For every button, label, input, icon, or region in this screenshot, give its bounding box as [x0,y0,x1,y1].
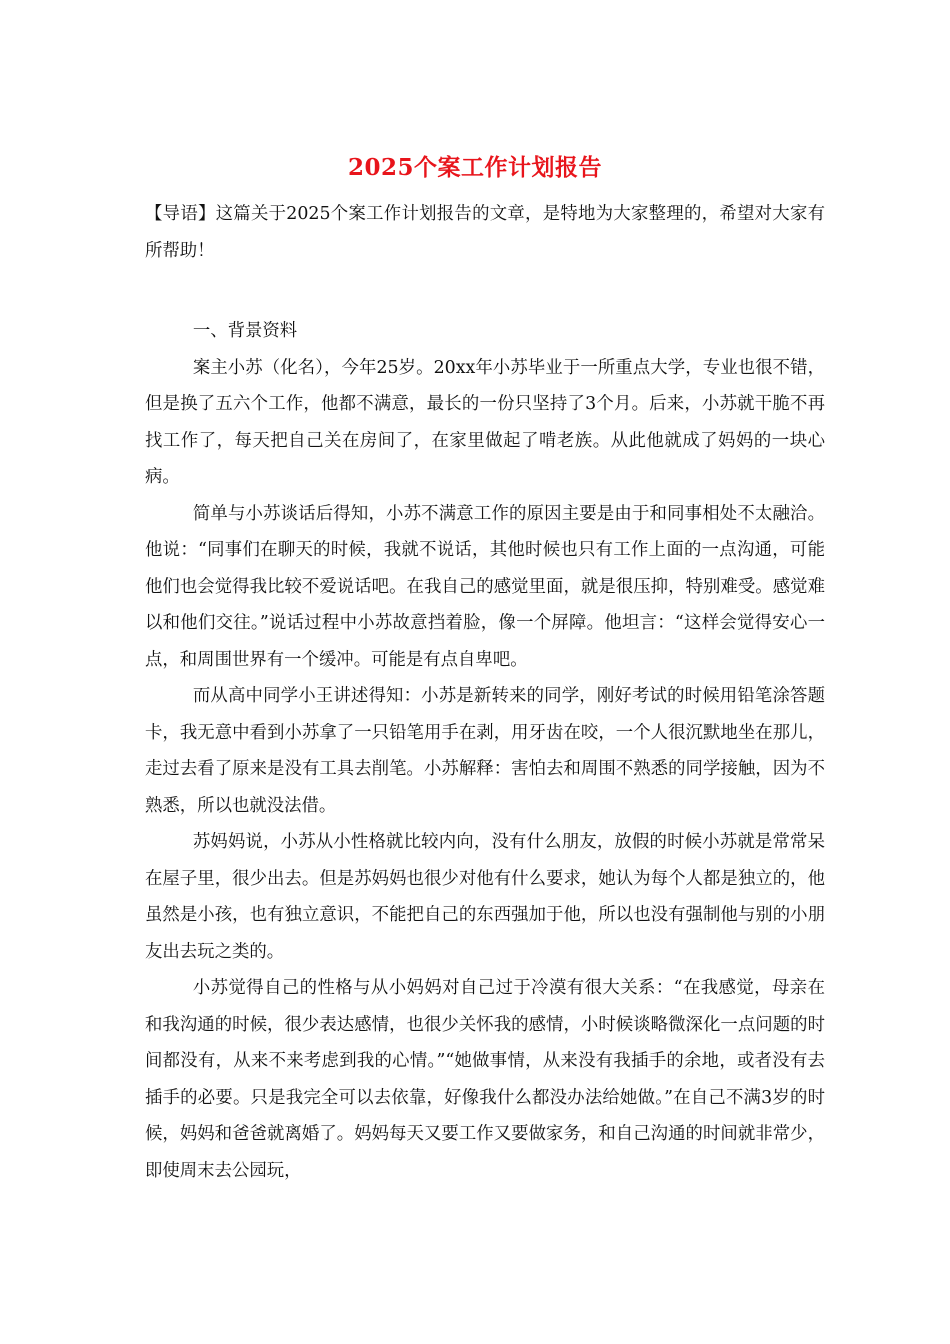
lead-paragraph: 【导语】这篇关于2025个案工作计划报告的文章，是特地为大家整理的，希望对大家有所帮助！ [145,204,825,261]
paragraph-gap [145,269,825,313]
body-paragraph: 苏妈妈说，小苏从小性格就比较内向，没有什么朋友，放假的时候小苏就是常常呆在屋子里，很少出去。但是苏妈妈也很少对他有什么要求，她认为每个人都是独立的，他虽然是小孩，也有独立意识，不能把自己的东西强加于他，所以也没有强制他与别的小朋友出去玩之类的。 [145,832,825,962]
body-paragraph: 而从高中同学小王讲述得知：小苏是新转来的同学，刚好考试的时候用铅笔涂答题卡，我无意中看到小苏拿了一只铅笔用手在剥，用牙齿在咬，一个人很沉默地坐在那儿，走过去看了原来是没有工具去削笔。小苏解释：害怕去和周围不熟悉的同学接触，因为不熟悉，所以也就没法借。 [145,686,825,816]
body-paragraph: 小苏觉得自己的性格与从小妈妈对自己过于冷漠有很大关系：“在我感觉，母亲在和我沟通的时候，很少表达感情，也很少关怀我的感情，小时候谈略微深化一点问题的时间都没有，从来不来考虑到我的心情。”“她做事情，从来没有我插手的余地，或者没有去插手的必要。只是我完全可以去依靠，好像我什么都没办法给她做。”在自己不满3岁的时候，妈妈和爸爸就离婚了。妈妈每天又要工作又要做家务，和自己沟通的时间就非常少，即使周末去公园玩， [145,978,825,1181]
document-title: 2025个案工作计划报告 [347,154,602,181]
section-heading: 一、背景资料 [192,321,298,341]
body-paragraph: 简单与小苏谈话后得知，小苏不满意工作的原因主要是由于和同事相处不太融洽。他说：“同事们在聊天的时候，我就不说话，其他时候也只有工作上面的一点沟通，可能他们也会觉得我比较不爱说话吧。在我自己的感觉里面，就是很压抑，特别难受。感觉难以和他们交往。”说话过程中小苏故意挡着脸，像一个屏障。他坦言：“这样会觉得安心一点，和周围世界有一个缓冲。可能是有点自卑吧。 [145,503,825,670]
body-paragraph: 案主小苏（化名），今年25岁。20xx年小苏毕业于一所重点大学，专业也很不错，但是换了五六个工作，他都不满意，最长的一份只坚持了3个月。后来，小苏就干脆不再找工作了，每天把自己关在房间了，在家里做起了啃老族。从此他就成了妈妈的一块心病。 [145,357,825,487]
document-body [145,196,825,1189]
